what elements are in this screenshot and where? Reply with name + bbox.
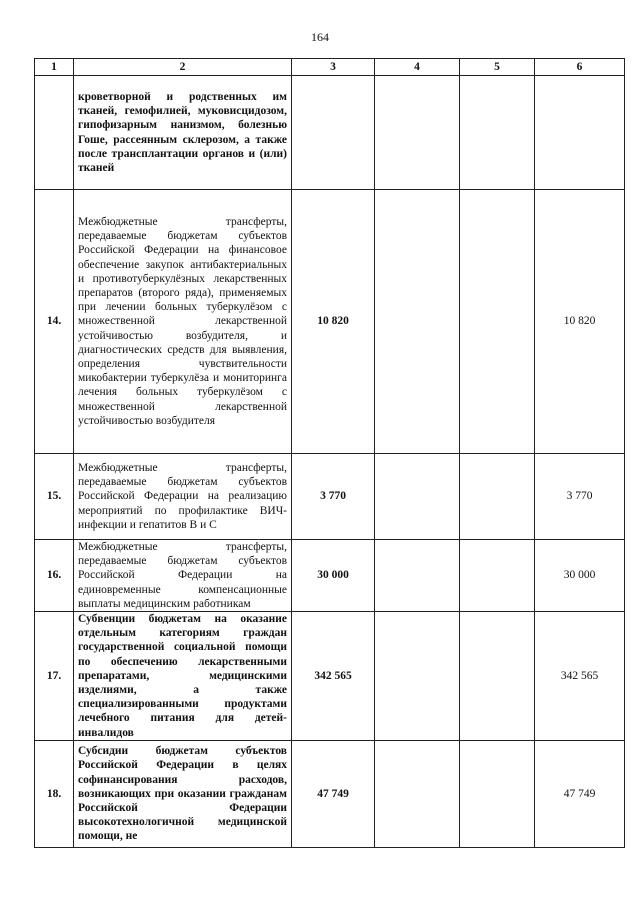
row-col4 (375, 540, 460, 612)
row-number: 17. (35, 612, 74, 741)
row-col4 (375, 76, 460, 190)
row-col6: 10 820 (535, 190, 625, 454)
column-header-2: 2 (74, 59, 292, 76)
row-description: Межбюджетные трансферты, передаваемые бюджетам субъектов Российской Федерации на финансовое обеспечение закупок антибактериальных и противотуберкулёзных лекарственных препаратов (второго ряда), применяемых при лечении больных туберкулёзом с множественной лекарственной устойчивостью возбудителя, и диагностических средств для выявления, определения чувствительности микобактерии туберкулёза и мониторинга лечения больных туберкулёзом с множественной лекарственной устойчивостью возбудителя (74, 190, 292, 454)
column-header-6: 6 (535, 59, 625, 76)
row-col5 (460, 540, 535, 612)
row-description: Межбюджетные трансферты, передаваемые бюджетам субъектов Российской Федерации на реализацию мероприятий по профилактике ВИЧ-инфекции и гепатитов В и С (74, 454, 292, 540)
row-number: 15. (35, 454, 74, 540)
row-description: Субвенции бюджетам на оказание отдельным категориям граждан государственной социальной помощи по обеспечению лекарственными препаратами, медицинскими изделиями, а также специализированными продуктами лечебного питания для детей-инвалидов (74, 612, 292, 741)
row-col6: 342 565 (535, 612, 625, 741)
row-col3 (292, 76, 375, 190)
table-row (35, 612, 625, 741)
row-description: кроветворной и родственных им тканей, гемофилией, муковисцидозом, гипофизарным нанизмом, болезнью Гоше, рассеянным склерозом, а также после трансплантации органов и (или) тканей (74, 76, 292, 190)
row-col3: 342 565 (292, 612, 375, 741)
row-col5 (460, 454, 535, 540)
row-col4 (375, 612, 460, 741)
row-col6: 47 749 (535, 740, 625, 847)
row-col5 (460, 612, 535, 741)
table-row (35, 540, 625, 612)
row-col4 (375, 740, 460, 847)
row-col5 (460, 76, 535, 190)
row-number: 16. (35, 540, 74, 612)
row-number (35, 76, 74, 190)
table-row (35, 454, 625, 540)
row-col6: 30 000 (535, 540, 625, 612)
row-description: Субсидии бюджетам субъектов Российской Федерации в целях софинансирования расходов, возникающих при оказании гражданам Российской Федерации высокотехнологичной медицинской помощи, не (74, 740, 292, 847)
row-col4 (375, 190, 460, 454)
column-header-3: 3 (292, 59, 375, 76)
row-col3: 47 749 (292, 740, 375, 847)
row-description: Межбюджетные трансферты, передаваемые бюджетам субъектов Российской Федерации на единовременные компенсационные выплаты медицинским работникам (74, 540, 292, 612)
row-col3: 10 820 (292, 190, 375, 454)
row-number: 18. (35, 740, 74, 847)
row-number: 14. (35, 190, 74, 454)
table-row (35, 190, 625, 454)
row-col3: 3 770 (292, 454, 375, 540)
column-header-5: 5 (460, 59, 535, 76)
column-header-1: 1 (35, 59, 74, 76)
row-col4 (375, 454, 460, 540)
table-row (35, 76, 625, 190)
table-row (35, 740, 625, 847)
budget-table (34, 58, 625, 848)
row-col5 (460, 190, 535, 454)
row-col5 (460, 740, 535, 847)
row-col3: 30 000 (292, 540, 375, 612)
row-col6 (535, 76, 625, 190)
table-header-row (35, 59, 625, 76)
column-header-4: 4 (375, 59, 460, 76)
page-number: 164 (311, 30, 329, 44)
row-col6: 3 770 (535, 454, 625, 540)
